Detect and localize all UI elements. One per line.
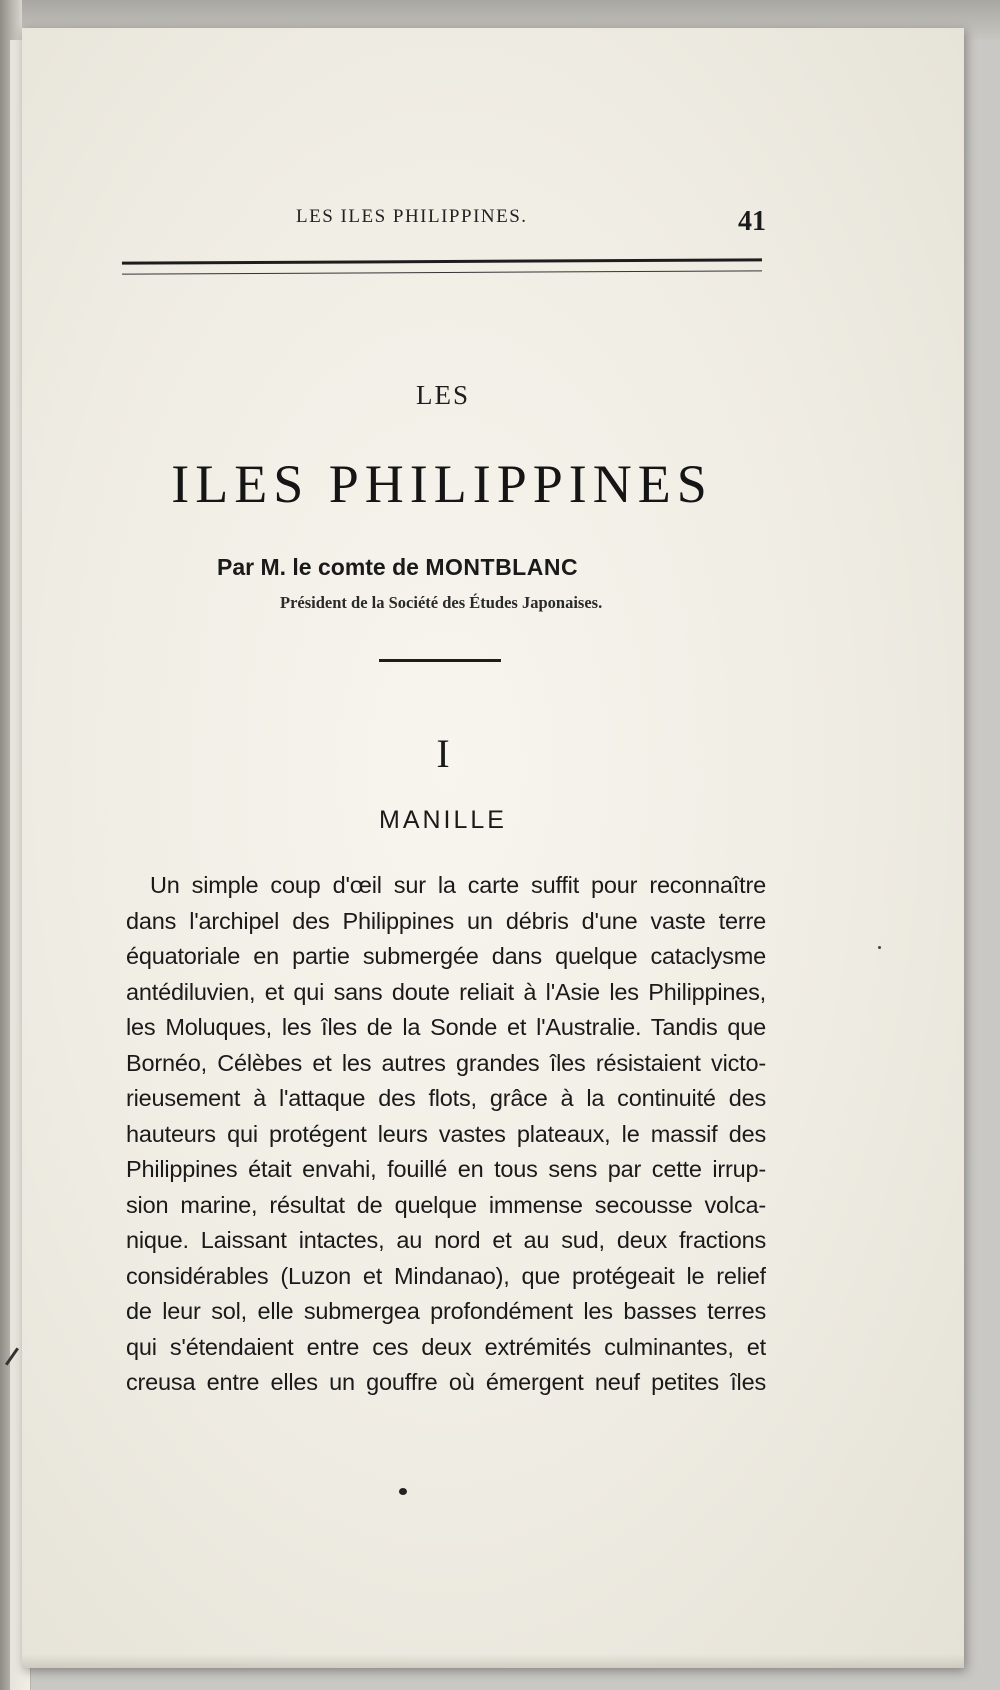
section-title: MANILLE	[379, 806, 507, 834]
section-number: I	[436, 731, 450, 776]
page-number: 41	[738, 206, 766, 237]
text-line: qui s'étendaient entre ces deux extrémités culminantes, et	[126, 1333, 766, 1360]
text-line: considérables (Luzon et Mindanao), que protégeait le relief	[126, 1262, 766, 1289]
text-line: antédiluvien, et qui sans doute reliait à l'Asie les Philippines,	[126, 978, 766, 1005]
text-line: Bornéo, Célèbes et les autres grandes îles résistaient victo-	[126, 1049, 766, 1076]
ink-speck	[878, 946, 881, 949]
text-line: équatoriale en partie submergée dans quelque cataclysme	[126, 943, 766, 969]
ink-blot	[399, 1488, 407, 1495]
text-line: creusa entre elles un gouffre où émergent neuf petites îles	[126, 1369, 766, 1395]
text-line: Un simple coup d'œil sur la carte suffit pour reconnaître	[150, 872, 766, 898]
byline-prefix: Par M. le comte de	[217, 554, 419, 580]
body-paragraph	[126, 868, 766, 1401]
text-line: dans l'archipel des Philippines un débris d'une vaste terre	[126, 907, 766, 934]
book-page	[22, 28, 964, 1668]
title-article: LES	[415, 380, 470, 410]
text-line: rieusement à l'attaque des flots, grâce à la continuité des	[126, 1085, 766, 1111]
text-line: sion marine, résultat de quelque immense secousse volca-	[126, 1191, 766, 1218]
text-line: Philippines était envahi, fouillé en tous sens par cette irrup-	[126, 1156, 766, 1182]
author-affiliation: Président de la Société des Études Japonaises.	[280, 593, 603, 612]
text-line: nique. Laissant intactes, au nord et au sud, deux fractions	[126, 1227, 766, 1253]
text-line: les Moluques, les îles de la Sonde et l'Australie. Tandis que	[126, 1014, 766, 1040]
text-line: de leur sol, elle submergea profondément les basses terres	[126, 1298, 766, 1324]
text-line: hauteurs qui protégent leurs vastes plateaux, le massif des	[126, 1120, 766, 1147]
header-double-rule	[122, 258, 762, 274]
byline	[217, 554, 667, 581]
running-head: LES ILES PHILIPPINES.	[296, 206, 528, 227]
page-title: ILES PHILIPPINES	[171, 454, 713, 514]
author-name: MONTBLANC	[425, 554, 579, 580]
title-separator-rule	[379, 659, 501, 662]
